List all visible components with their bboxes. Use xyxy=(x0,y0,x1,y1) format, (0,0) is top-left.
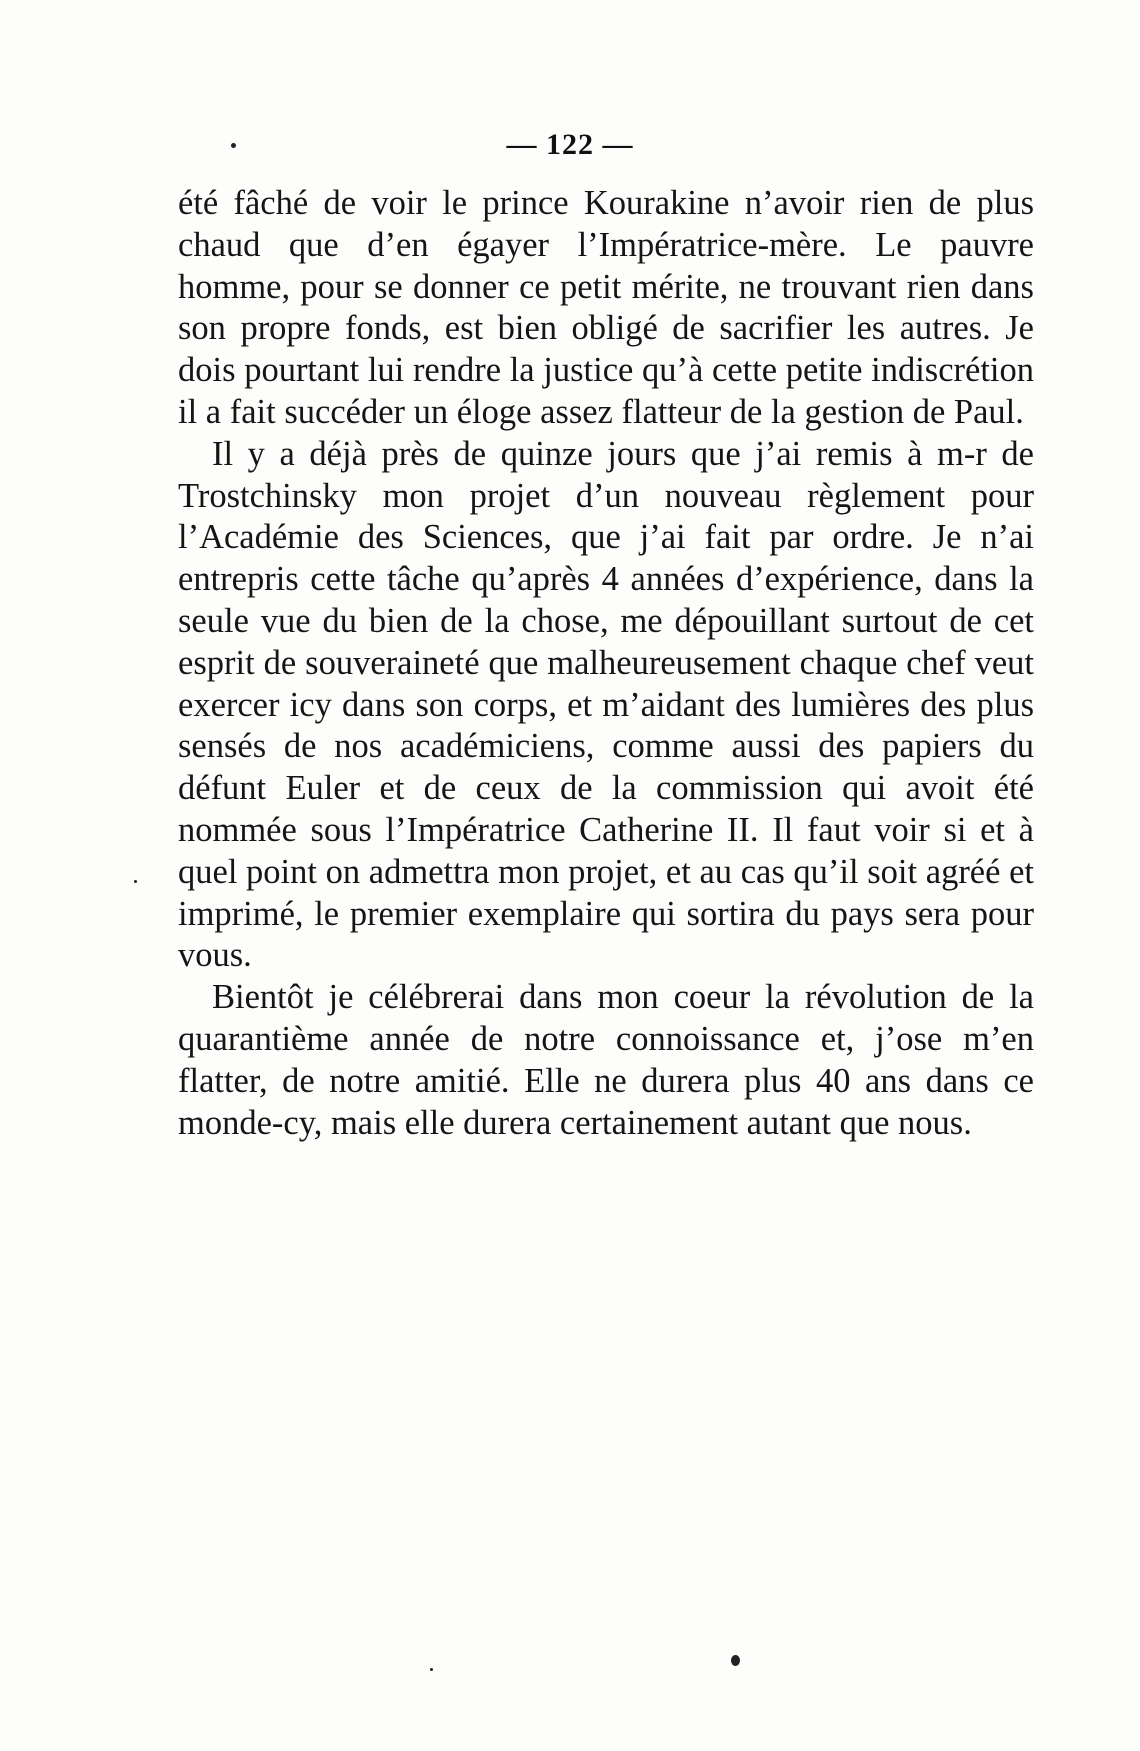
paragraph-3: Bientôt je célébrerai dans mon coeur la révolution de la quarantième année de notre connoissance et, j’ose m’en flatter, de notre amitié. Elle ne durera plus 40 ans dans ce monde-cy, mais elle durera certainement autant que nous. xyxy=(178,978,1034,1142)
page-number: — 122 — xyxy=(506,128,634,161)
ink-speck xyxy=(430,1668,433,1671)
ink-speck xyxy=(731,1655,740,1666)
body-text xyxy=(178,183,1034,1144)
paragraph-2: Il y a déjà près de quinze jours que j’ai remis à m-r de Trostchinsky mon projet d’un nouveau règlement pour l’Académie des Sciences, que j’ai fait par ordre. Je n’ai entrepris cette tâche qu’après 4 années d’expérience, dans la seule vue du bien de la chose, me dépouillant surtout de cet esprit de souveraineté que malheureusement chaque chef veut exercer icy dans son corps, et m’aidant des lumières des plus sensés de nos académiciens, comme aussi des papiers du défunt Euler et de ceux de la commission qui avoit été nommée sous l’Impératrice Catherine II. Il faut voir si et à quel point on admettra mon projet, et au cas qu’il soit agréé et imprimé, le premier exemplaire qui sortira du pays sera pour vous. xyxy=(178,434,1034,975)
ink-speck xyxy=(231,143,236,148)
ink-speck xyxy=(134,880,137,883)
paragraph-1: été fâché de voir le prince Kourakine n’avoir rien de plus chaud que d’en égayer l’Impératrice-mère. Le pauvre homme, pour se donner ce petit mérite, ne trouvant rien dans son propre fonds, est bien obligé de sacrifier les autres. Je dois pourtant lui rendre la justice qu’à cette petite indiscrétion il a fait succéder un éloge assez flatteur de la gestion de Paul. xyxy=(178,184,1034,431)
